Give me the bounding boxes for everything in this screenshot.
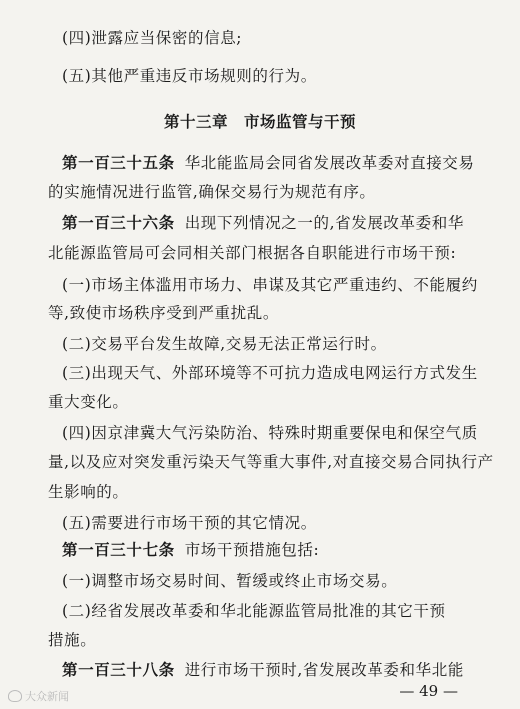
text-line: 等,致使市场秩序受到严重扰乱。 bbox=[48, 304, 279, 322]
text-line: (四)因京津冀大气污染防治、特殊时期重要保电和保空气质 bbox=[62, 424, 478, 442]
watermark bbox=[8, 688, 69, 704]
text-line: (二)交易平台发生故障,交易无法正常运行时。 bbox=[62, 335, 387, 353]
article-text: 出现下列情况之一的,省发展改革委和华 bbox=[184, 214, 464, 232]
article-text: 华北能监局会同省发展改革委对直接交易 bbox=[184, 154, 475, 172]
article-137 bbox=[62, 540, 492, 560]
text-line: (四)泄露应当保密的信息; bbox=[62, 29, 243, 47]
article-label: 第一百三十七条 bbox=[62, 541, 175, 559]
article-label: 第一百三十八条 bbox=[62, 661, 175, 679]
text-line: (五)其他严重违反市场规则的行为。 bbox=[62, 67, 317, 85]
watermark-logo-icon bbox=[8, 690, 22, 702]
text-line: 的实施情况进行监管,确保交易行为规范有序。 bbox=[48, 183, 376, 201]
chapter-heading: 第十三章 市场监管与干预 bbox=[163, 113, 356, 131]
text-line: (二)经省发展改革委和华北能源监管局批准的其它干预 bbox=[62, 602, 446, 620]
text-line: (一)调整市场交易时间、暂缓或终止市场交易。 bbox=[62, 572, 398, 590]
text-line: 重大变化。 bbox=[48, 393, 129, 411]
text-line: 北能源监管局可会同相关部门根据各自职能进行市场干预: bbox=[48, 244, 457, 262]
text-line: 生影响的。 bbox=[48, 483, 129, 501]
text-line: (三)出现天气、外部环境等不可抗力造成电网运行方式发生 bbox=[62, 364, 478, 382]
article-138 bbox=[62, 660, 492, 680]
article-text: 市场干预措施包括: bbox=[184, 541, 320, 559]
article-label: 第一百三十六条 bbox=[62, 214, 175, 232]
article-135 bbox=[62, 153, 492, 173]
text-line: 量,以及应对突发重污染天气等重大事件,对直接交易合同执行产 bbox=[48, 453, 494, 471]
article-text: 进行市场干预时,省发展改革委和华北能 bbox=[184, 661, 464, 679]
text-line: (一)市场主体滥用市场力、串谋及其它严重违约、不能履约 bbox=[62, 276, 478, 294]
article-label: 第一百三十五条 bbox=[62, 154, 175, 172]
watermark-text: 大众新闻 bbox=[25, 690, 69, 703]
text-line: (五)需要进行市场干预的其它情况。 bbox=[62, 514, 317, 532]
text-line: 措施。 bbox=[48, 631, 97, 649]
article-136 bbox=[62, 213, 492, 233]
page-number: — 49 — bbox=[399, 682, 458, 700]
